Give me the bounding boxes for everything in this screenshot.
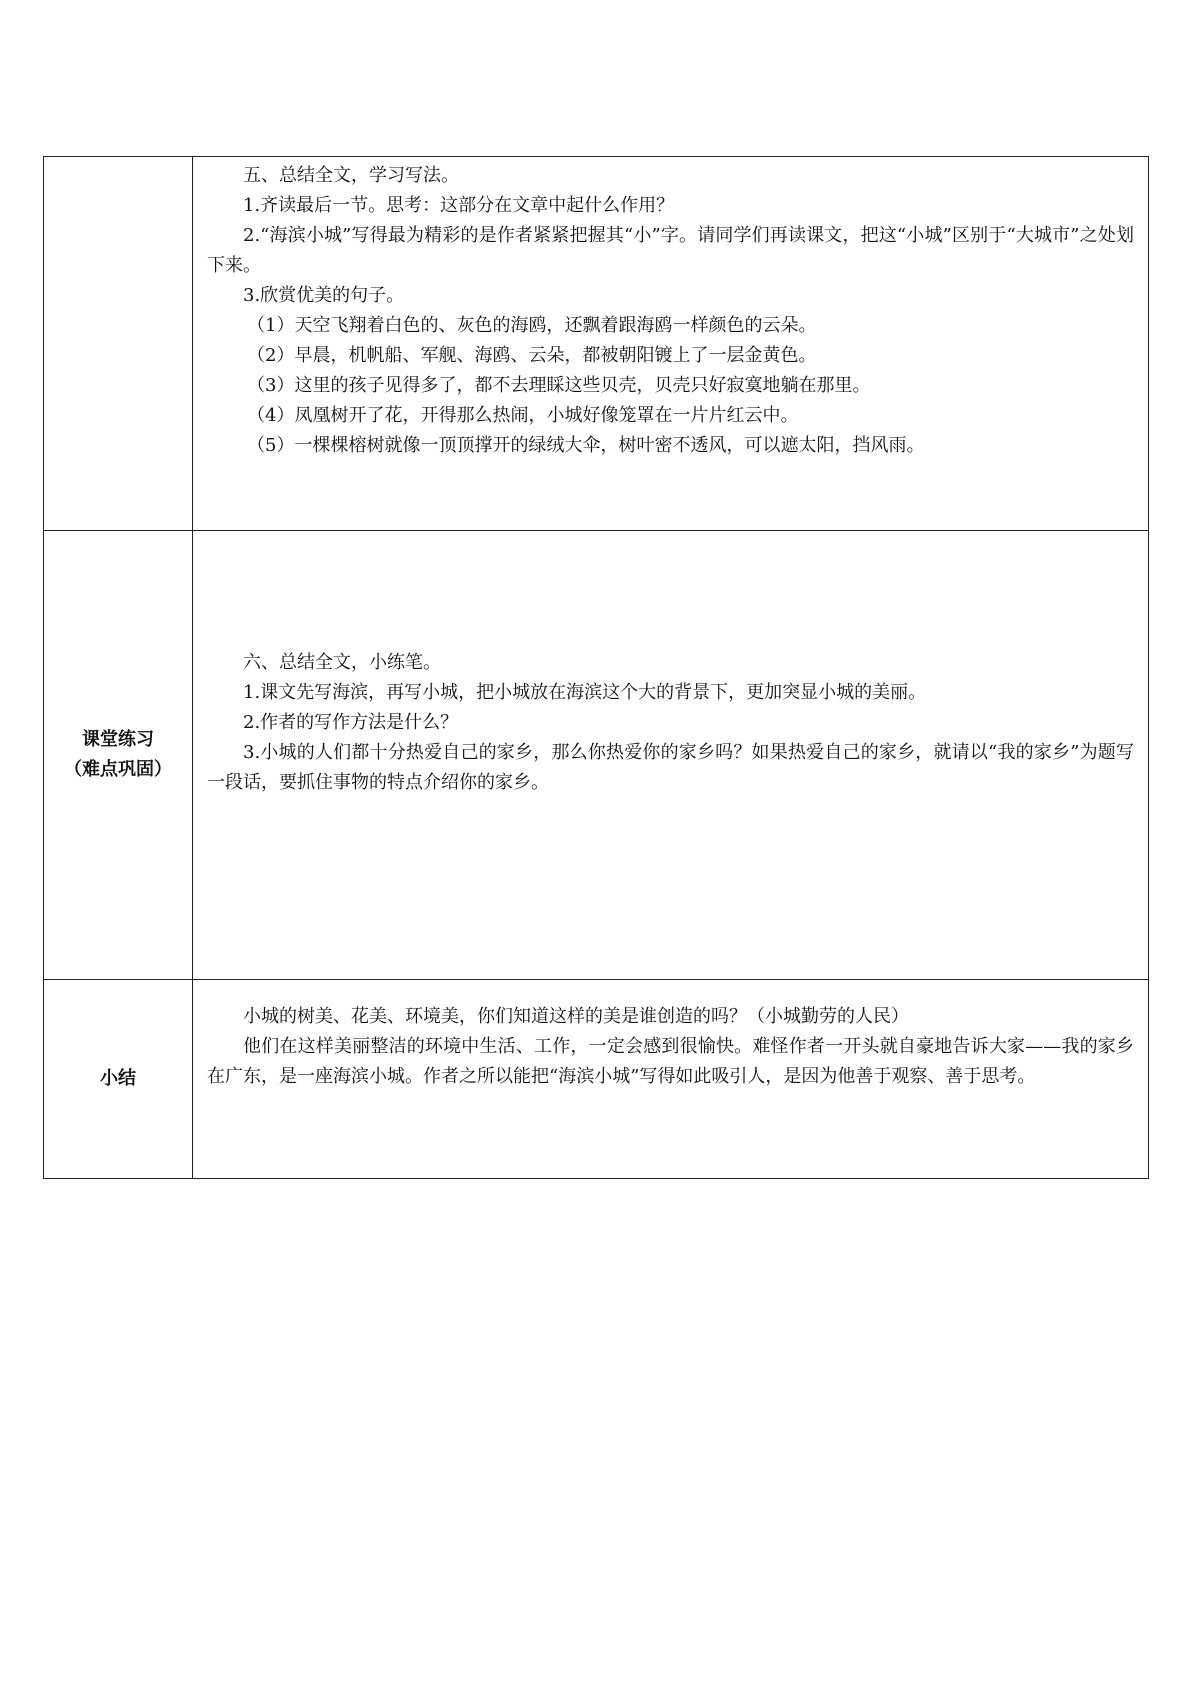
row-label: 课堂练习	[82, 729, 154, 750]
row-content-cell	[193, 980, 1149, 1179]
paragraph: 2.作者的写作方法是什么？	[243, 712, 459, 733]
row-label-cell	[44, 157, 193, 531]
paragraph: 他们在这样美丽整洁的环境中生活、工作，一定会感到很愉快。难怪作者一开头就自豪地告诉大家——我的家乡在广东，是一座海滨小城。作者之所以能把“海滨小城”写得如此吸引人，是因为他善于观察、善于思考。	[207, 1036, 1134, 1087]
row-label-cell	[44, 531, 193, 980]
section-heading: 六、总结全文，小练笔。	[243, 652, 441, 673]
list-item: （4）凤凰树开了花，开得那么热闹，小城好像笼罩在一片片红云中。	[247, 405, 799, 426]
paragraph: 3.欣赏优美的句子。	[243, 285, 405, 306]
list-item: （5）一棵棵榕树就像一顶顶撑开的绿绒大伞，树叶密不透风，可以遮太阳，挡风雨。	[247, 435, 925, 456]
table-row-summary-writing	[44, 157, 1149, 531]
row-content-cell	[193, 531, 1149, 980]
table-row-class-practice	[44, 531, 1149, 980]
row-label-cell	[44, 980, 193, 1179]
list-item: （2）早晨，机帆船、军舰、海鸥、云朵，都被朝阳镀上了一层金黄色。	[247, 345, 817, 366]
row-content-cell	[193, 157, 1149, 531]
paragraph: 小城的树美、花美、环境美，你们知道这样的美是谁创造的吗？（小城勤劳的人民）	[243, 1006, 909, 1027]
list-item: （3）这里的孩子见得多了，都不去理睬这些贝壳，贝壳只好寂寞地躺在那里。	[247, 375, 871, 396]
section-heading: 五、总结全文，学习写法。	[243, 165, 459, 186]
paragraph: 2.“海滨小城”写得最为精彩的是作者紧紧把握其“小”字。请同学们再读课文，把这“小城”区别于“大城市”之处划下来。	[207, 225, 1134, 276]
paragraph: 1.课文先写海滨，再写小城，把小城放在海滨这个大的背景下，更加突显小城的美丽。	[243, 682, 927, 703]
row-label-sub: （难点巩固）	[64, 759, 172, 780]
paragraph: 3.小城的人们都十分热爱自己的家乡，那么你热爱你的家乡吗？如果热爱自己的家乡，就请以“我的家乡”为题写一段话，要抓住事物的特点介绍你的家乡。	[207, 742, 1134, 793]
table-row-conclusion	[44, 980, 1149, 1179]
row-label: 小结	[100, 1068, 136, 1089]
paragraph: 1.齐读最后一节。思考：这部分在文章中起什么作用？	[243, 195, 675, 216]
lesson-plan-table	[43, 156, 1149, 1179]
list-item: （1）天空飞翔着白色的、灰色的海鸥，还飘着跟海鸥一样颜色的云朵。	[247, 315, 817, 336]
